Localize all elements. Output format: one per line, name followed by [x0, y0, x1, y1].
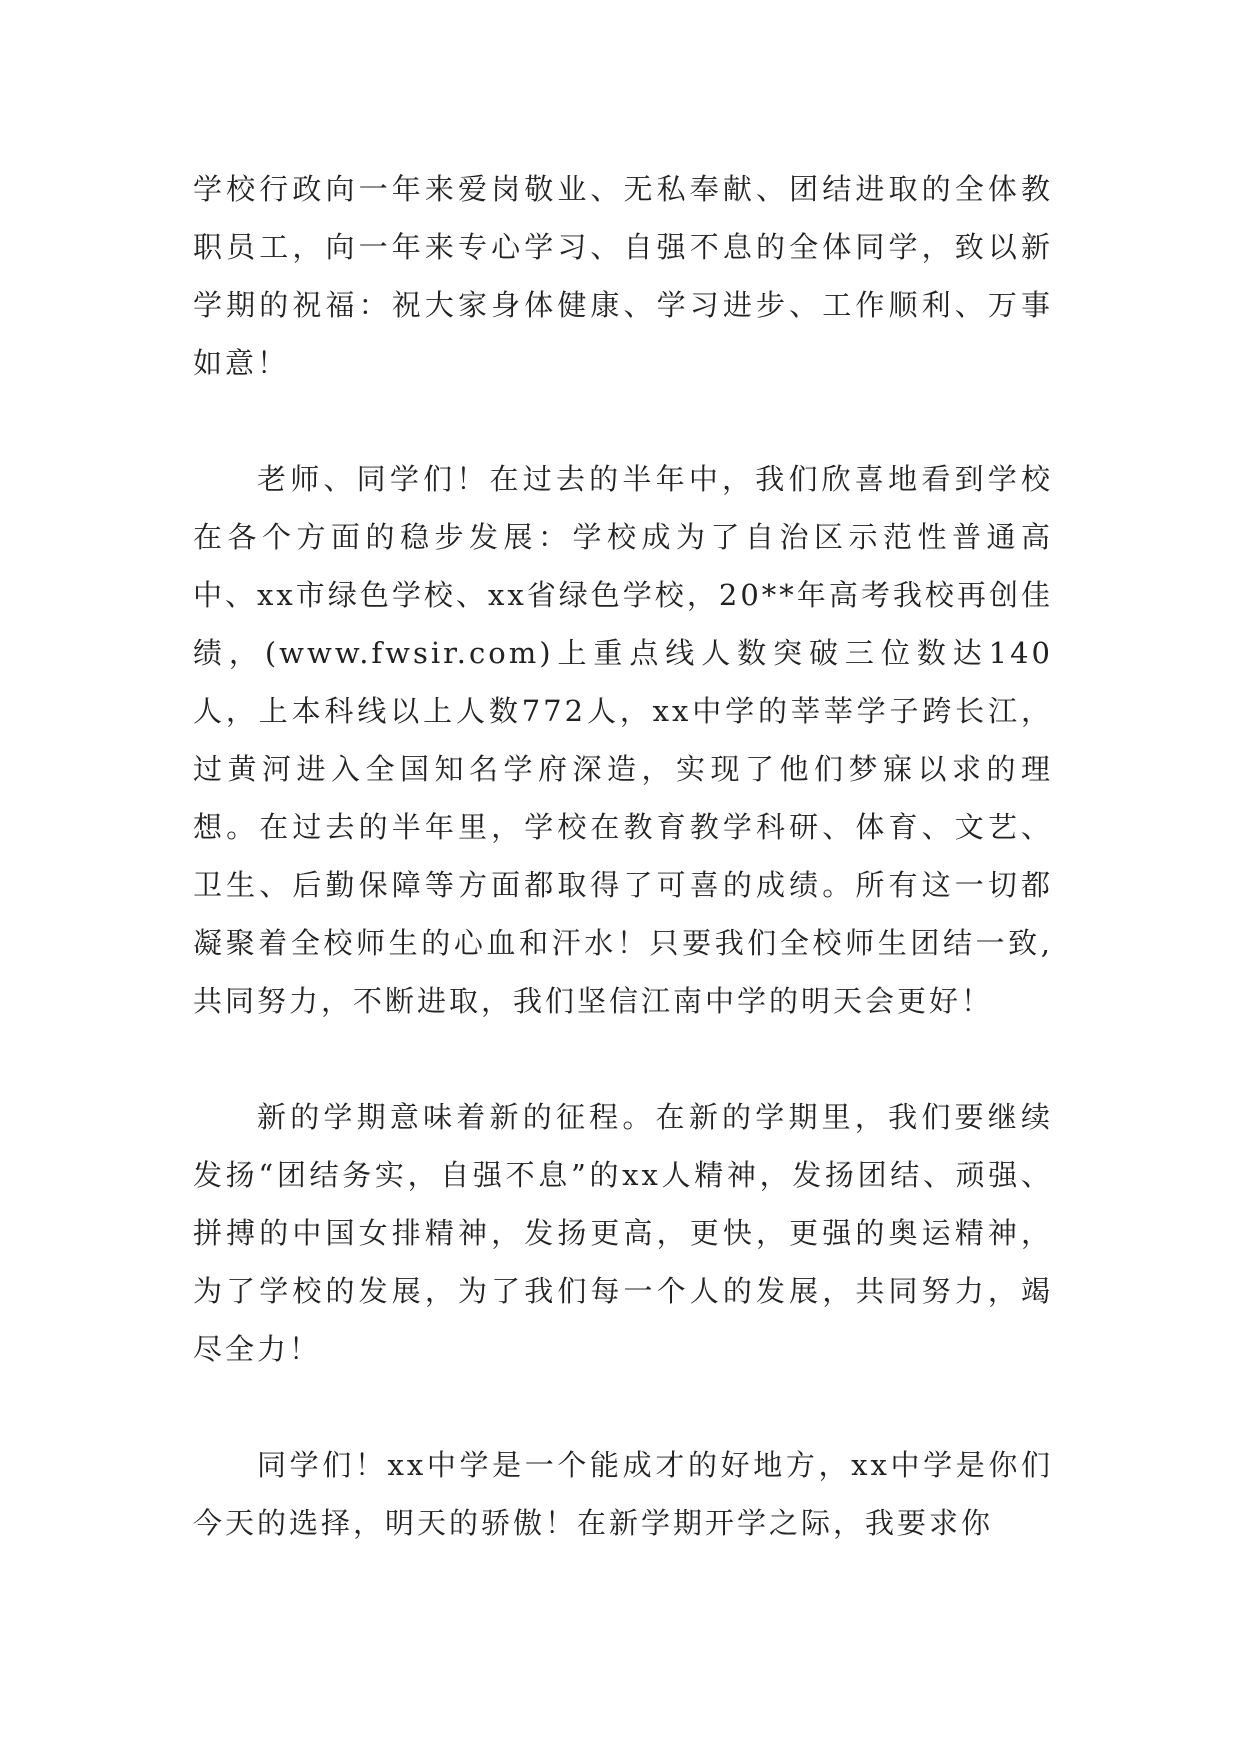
paragraph-3: 新的学期意味着新的征程。在新的学期里，我们要继续发扬“团结务实，自强不息”的xx人精神，发扬团结、顽强、拼搏的中国女排精神，发扬更高，更快，更强的奥运精神，为了学校的发展，为了我们每一个人的发展，共同努力，竭尽全力！	[193, 1100, 1053, 1366]
paragraph-1: 学校行政向一年来爱岗敬业、无私奉献、团结进取的全体教职员工，向一年来专心学习、自强不息的全体同学，致以新学期的祝福：祝大家身体健康、学习进步、工作顺利、万事如意！	[193, 172, 1053, 380]
paragraph-4: 同学们！xx中学是一个能成才的好地方，xx中学是你们今天的选择，明天的骄傲！在新学期开学之际，我要求你	[193, 1448, 1053, 1540]
document-body	[193, 160, 1053, 1552]
paragraph-2: 老师、同学们！在过去的半年中，我们欣喜地看到学校在各个方面的稳步发展：学校成为了自治区示范性普通高中、xx市绿色学校、xx省绿色学校，20**年高考我校再创佳绩，(www.fwsir.com)上重点线人数突破三位数达140人，上本科线以上人数772人，xx中学的莘莘学子跨长江，过黄河进入全国知名学府深造，实现了他们梦寐以求的理想。在过去的半年里，学校在教育教学科研、体育、文艺、卫生、后勤保障等方面都取得了可喜的成绩。所有这一切都凝聚着全校师生的心血和汗水！只要我们全校师生团结一致,共同努力，不断进取，我们坚信江南中学的明天会更好！	[193, 462, 1053, 1018]
